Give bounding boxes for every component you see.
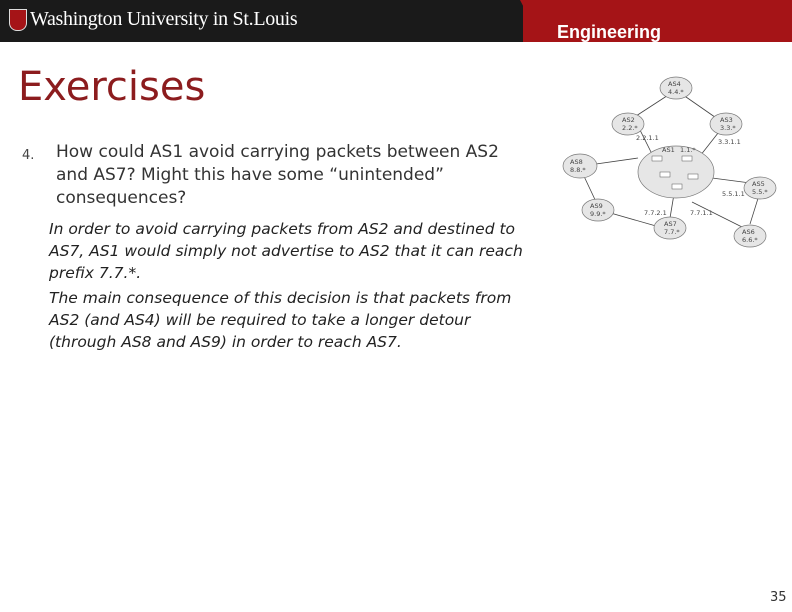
as9-prefix: 9.9.*	[590, 210, 606, 218]
router-label-7-7-1-1: 7.7.1.1	[690, 209, 713, 217]
router-label-2-2-1-1: 2.2.1.1	[636, 134, 659, 142]
as2-prefix: 2.2.*	[622, 124, 638, 132]
as6-prefix: 6.6.*	[742, 236, 758, 244]
as8-prefix: 8.8.*	[570, 166, 586, 174]
university-shield-icon	[9, 9, 27, 31]
as4-name: AS4	[668, 80, 681, 88]
as4-prefix: 4.4.*	[668, 88, 684, 96]
as6-name: AS6	[742, 228, 755, 236]
as1-prefix: 1.1.*	[680, 146, 696, 154]
as5-name: AS5	[752, 180, 765, 188]
answer-paragraph-1: In order to avoid carrying packets from AS2 and destined to AS7, AS1 would simply not advertise to AS2 that it can reach prefix 7.7.*.	[49, 220, 523, 282]
as8-name: AS8	[570, 158, 583, 166]
answer-paragraph-2: The main consequence of this decision is that packets from AS2 (and AS4) will be required to take a longer detour (through AS8 and AS9) in order to reach AS7.	[49, 289, 512, 351]
as9-name: AS9	[590, 202, 603, 210]
as7-prefix: 7.7.*	[664, 228, 680, 236]
as-topology-diagram	[552, 72, 792, 252]
as3-prefix: 3.3.*	[720, 124, 736, 132]
router-label-5-5-1-1: 5.5.1.1	[722, 190, 745, 198]
slide-title: Exercises	[18, 64, 206, 110]
as3-name: AS3	[720, 116, 733, 124]
question-number: 4.	[22, 148, 35, 163]
header-bar	[0, 0, 792, 42]
as1-name: AS1	[662, 146, 675, 154]
as5-prefix: 5.5.*	[752, 188, 768, 196]
page-number: 35	[770, 590, 787, 605]
router-label-7-7-2-1: 7.7.2.1	[644, 209, 667, 217]
department-name: Engineering	[557, 22, 662, 42]
router-label-3-3-1-1: 3.3.1.1	[718, 138, 741, 146]
as1-cloud	[638, 146, 714, 198]
question-text: How could AS1 avoid carrying packets between AS2 and AS7? Might this have some “unintended” consequences?	[56, 142, 499, 208]
university-name: Washington University in St.Louis	[30, 8, 298, 30]
as2-name: AS2	[622, 116, 635, 124]
as7-name: AS7	[664, 220, 677, 228]
